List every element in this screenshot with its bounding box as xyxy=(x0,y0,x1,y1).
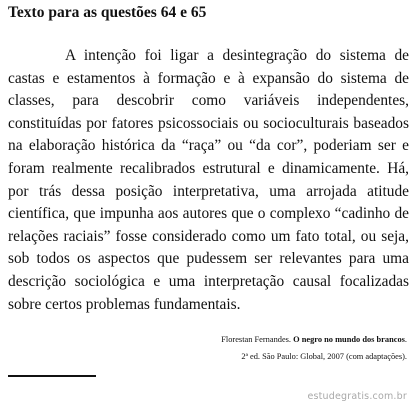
citation-details: 2ª ed. São Paulo: Global, 2007 (com adaptações). xyxy=(241,352,407,361)
citation-title-end: . xyxy=(404,335,407,344)
footnote-divider xyxy=(8,375,96,377)
text-heading: Texto para as questões 64 e 65 xyxy=(8,4,207,21)
passage-text: A intenção foi ligar a desintegração do sistema de castas e estamentos à formação e à expansão do sistema de classes, para descobrir como variáveis independentes, constituídas por fatores psicossociais ou socioculturais baseados na elaboração histórica da “raça” ou “da cor”, poderiam ser e foram realmente recalibrados estrutural e dinamicamente. Há, por trás dessa posição interpretativa, uma arrojada atitude científica, que impunha aos autores que o complexo “cadinho de relações raciais” fosse considerado como um fato total, ou seja, sob todos os aspectos que pudessem ser relevantes para uma descrição sociológica e uma interpretação causal focalizadas sobre certos problemas fundamentais. xyxy=(8,47,409,313)
citation-title: O negro no mundo dos brancos xyxy=(293,335,405,344)
citation-author: Florestan Fernandes. xyxy=(221,335,292,344)
source-citation xyxy=(147,331,407,365)
site-watermark: estudegratis.com.br xyxy=(307,391,407,402)
citation-line-1 xyxy=(147,331,407,348)
